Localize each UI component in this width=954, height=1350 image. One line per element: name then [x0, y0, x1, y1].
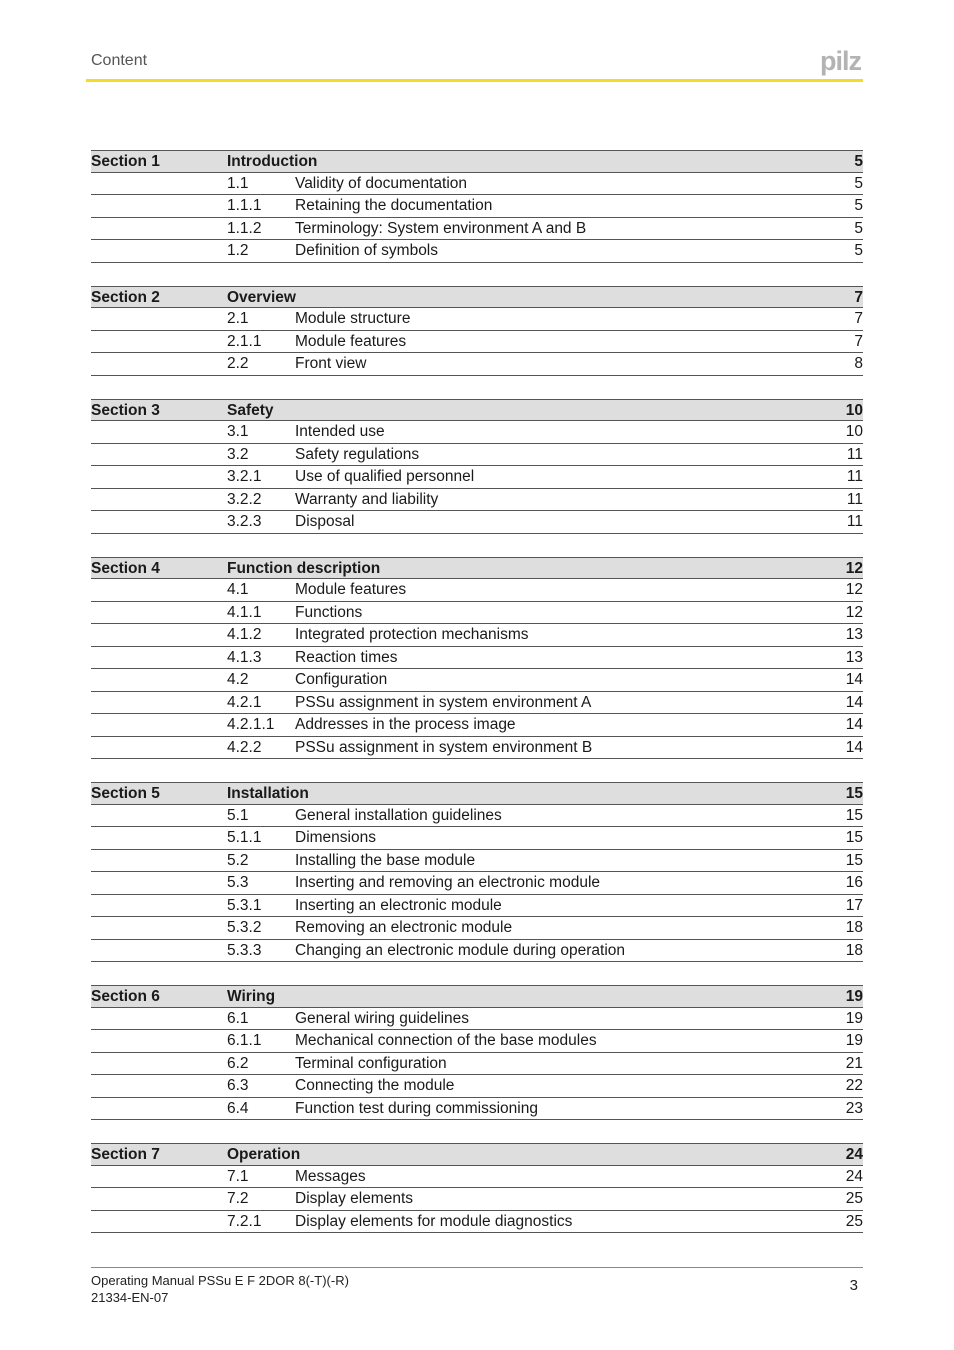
entry-number: 5.3.1: [227, 896, 262, 914]
header-accent-rule: [86, 79, 863, 82]
toc-entry-row[interactable]: [91, 1053, 863, 1076]
footer-doc-number: 21334-EN-07: [91, 1290, 169, 1305]
entry-page: 18: [845, 919, 863, 936]
entry-number: 1.1.1: [227, 197, 262, 214]
entry-page: 12: [845, 581, 863, 598]
section-page: 19: [845, 988, 863, 1005]
toc-entry-row[interactable]: [91, 489, 863, 512]
entry-title: Retaining the documentation: [295, 197, 493, 214]
entry-page: 19: [845, 1032, 863, 1049]
toc-section-row[interactable]: [91, 782, 863, 805]
page-header-label: Content: [91, 52, 148, 69]
entry-number: 7.2: [227, 1190, 249, 1207]
pilz-logo: pilz: [820, 46, 861, 76]
toc-entry-row[interactable]: [91, 1166, 863, 1189]
toc-section-row[interactable]: [91, 150, 863, 173]
toc-section: [91, 782, 863, 962]
section-page: 15: [845, 785, 863, 802]
toc-entry-row[interactable]: [91, 669, 863, 692]
entry-page: 7: [854, 310, 863, 327]
entry-number: 2.1.1: [227, 332, 262, 350]
entry-page: 23: [845, 1099, 863, 1117]
entry-title: Addresses in the process image: [295, 716, 516, 733]
section-label: Section 6: [91, 988, 160, 1005]
toc-entry-row[interactable]: [91, 308, 863, 331]
toc-entry-row[interactable]: [91, 1098, 863, 1121]
entry-number: 4.2.2: [227, 738, 262, 756]
entry-title: Inserting and removing an electronic module: [295, 874, 601, 891]
entry-title: Dimensions: [295, 829, 376, 846]
entry-title: Inserting an electronic module: [295, 896, 502, 914]
entry-title: Disposal: [295, 513, 355, 530]
entry-number: 6.4: [227, 1099, 249, 1117]
entry-page: 12: [845, 603, 863, 621]
toc-entry-row[interactable]: [91, 511, 863, 534]
entry-page: 11: [846, 445, 863, 463]
entry-page: 11: [846, 513, 863, 530]
entry-title: Module structure: [295, 310, 411, 327]
entry-title: Terminal configuration: [295, 1054, 447, 1072]
toc-entry-row[interactable]: [91, 173, 863, 196]
section-title: Function description: [227, 559, 381, 577]
entry-page: 14: [845, 671, 863, 688]
entry-page: 5: [854, 242, 863, 259]
entry-title: Functions: [295, 603, 363, 621]
entry-number: 7.1: [227, 1167, 249, 1185]
toc-entry-row[interactable]: [91, 872, 863, 895]
toc-entry-row[interactable]: [91, 692, 863, 715]
toc-entry-row[interactable]: [91, 805, 863, 828]
section-label: Section 1: [91, 153, 160, 170]
entry-number: 6.2: [227, 1054, 249, 1072]
entry-number: 3.2.2: [227, 490, 262, 508]
section-title: Introduction: [227, 153, 318, 170]
section-label: Section 5: [91, 785, 160, 802]
entry-page: 13: [845, 626, 863, 643]
toc-entry-row[interactable]: [91, 240, 863, 263]
entry-number: 1.1: [227, 174, 249, 192]
section-title: Safety: [227, 401, 274, 419]
toc-section: [91, 286, 863, 376]
entry-page: 13: [845, 648, 863, 666]
entry-number: 5.2: [227, 851, 249, 869]
entry-page: 14: [845, 738, 863, 756]
toc-entry-row[interactable]: [91, 895, 863, 918]
toc-section-row[interactable]: [91, 399, 863, 422]
entry-number: 6.1: [227, 1009, 249, 1027]
entry-number: 3.2.1: [227, 468, 262, 485]
section-page: 5: [854, 153, 863, 170]
toc-entry-row[interactable]: [91, 647, 863, 670]
entry-number: 5.3.2: [227, 919, 262, 936]
entry-page: 25: [845, 1212, 863, 1230]
entry-title: PSSu assignment in system environment B: [295, 738, 593, 756]
entry-title: General installation guidelines: [295, 806, 502, 824]
toc-entry-row[interactable]: [91, 579, 863, 602]
toc-section: [91, 150, 863, 263]
toc-entry-row[interactable]: [91, 624, 863, 647]
toc-entry-row[interactable]: [91, 1211, 863, 1234]
toc-entry-row[interactable]: [91, 940, 863, 963]
entry-page: 7: [854, 332, 863, 350]
toc-section: [91, 985, 863, 1120]
entry-title: Connecting the module: [295, 1077, 455, 1094]
entry-title: Warranty and liability: [295, 490, 439, 508]
entry-page: 15: [845, 829, 863, 846]
table-of-contents: [91, 150, 863, 1256]
entry-number: 3.2.3: [227, 513, 262, 530]
entry-page: 16: [845, 874, 863, 891]
entry-page: 15: [845, 851, 863, 869]
entry-title: Integrated protection mechanisms: [295, 626, 529, 643]
entry-number: 3.1: [227, 423, 249, 440]
section-label: Section 2: [91, 288, 160, 306]
entry-number: 4.1.1: [227, 603, 262, 621]
entry-page: 14: [845, 693, 863, 711]
entry-number: 5.3.3: [227, 941, 262, 959]
entry-title: Installing the base module: [295, 851, 476, 869]
toc-section-row[interactable]: [91, 985, 863, 1008]
section-label: Section 7: [91, 1146, 160, 1163]
toc-entry-row[interactable]: [91, 1008, 863, 1031]
toc-entry-row[interactable]: [91, 421, 863, 444]
entry-number: 3.2: [227, 445, 249, 463]
entry-title: Display elements for module diagnostics: [295, 1212, 573, 1230]
entry-page: 5: [854, 219, 863, 237]
toc-entry-row[interactable]: [91, 850, 863, 873]
section-label: Section 4: [91, 559, 160, 577]
section-title: Overview: [227, 288, 296, 306]
entry-title: Terminology: System environment A and B: [295, 219, 587, 237]
entry-number: 6.3: [227, 1077, 249, 1094]
toc-entry-row[interactable]: [91, 827, 863, 850]
entry-title: Definition of symbols: [295, 242, 439, 259]
entry-title: Module features: [295, 332, 407, 350]
section-page: 7: [854, 288, 863, 306]
entry-title: Reaction times: [295, 648, 398, 666]
section-title: Operation: [227, 1146, 301, 1163]
toc-entry-row[interactable]: [91, 602, 863, 625]
toc-entry-row[interactable]: [91, 218, 863, 241]
entry-page: 14: [845, 716, 863, 733]
footer-page-number: 3: [849, 1277, 858, 1294]
entry-page: 5: [854, 197, 863, 214]
footer-rule: [91, 1267, 863, 1268]
toc-entry-row[interactable]: [91, 917, 863, 940]
entry-number: 4.1: [227, 581, 249, 598]
entry-number: 4.1.2: [227, 626, 262, 643]
toc-entry-row[interactable]: [91, 466, 863, 489]
entry-title: Safety regulations: [295, 445, 420, 463]
entry-page: 8: [854, 355, 863, 372]
entry-page: 11: [846, 468, 863, 485]
entry-number: 5.1.1: [227, 829, 262, 846]
entry-page: 11: [846, 490, 863, 508]
toc-entry-row[interactable]: [91, 444, 863, 467]
entry-title: General wiring guidelines: [295, 1009, 470, 1027]
entry-title: Front view: [295, 355, 367, 372]
entry-title: Use of qualified personnel: [295, 468, 475, 485]
entry-title: Configuration: [295, 671, 388, 688]
toc-entry-row[interactable]: [91, 331, 863, 354]
entry-page: 24: [845, 1167, 863, 1185]
toc-entry-row[interactable]: [91, 195, 863, 218]
entry-page: 15: [845, 806, 863, 824]
entry-title: Intended use: [295, 423, 385, 440]
entry-title: PSSu assignment in system environment A: [295, 693, 592, 711]
entry-page: 22: [845, 1077, 863, 1094]
entry-number: 4.2: [227, 671, 249, 688]
section-page: 24: [845, 1146, 863, 1163]
toc-entry-row[interactable]: [91, 1030, 863, 1053]
entry-page: 17: [845, 896, 863, 914]
entry-number: 2.2: [227, 355, 249, 372]
entry-number: 6.1.1: [227, 1032, 262, 1049]
entry-title: Removing an electronic module: [295, 919, 513, 936]
entry-number: 1.2: [227, 242, 249, 259]
footer-manual-title: Operating Manual PSSu E F 2DOR 8(-T)(-R): [91, 1273, 349, 1288]
entry-page: 18: [845, 941, 863, 959]
entry-page: 5: [854, 174, 863, 192]
entry-title: Mechanical connection of the base modules: [295, 1032, 597, 1049]
entry-title: Changing an electronic module during operation: [295, 941, 626, 959]
entry-number: 4.2.1: [227, 693, 262, 711]
entry-title: Validity of documentation: [295, 174, 468, 192]
entry-title: Display elements: [295, 1190, 414, 1207]
entry-title: Function test during commissioning: [295, 1099, 538, 1117]
entry-title: Messages: [295, 1167, 366, 1185]
toc-section-row[interactable]: [91, 286, 863, 309]
entry-number: 4.2.1.1: [227, 716, 275, 733]
section-title: Wiring: [227, 988, 276, 1005]
toc-section-row[interactable]: [91, 557, 863, 580]
entry-number: 4.1.3: [227, 648, 262, 666]
entry-page: 21: [845, 1054, 863, 1072]
section-label: Section 3: [91, 401, 160, 419]
entry-title: Module features: [295, 581, 407, 598]
toc-entry-row[interactable]: [91, 353, 863, 376]
toc-entry-row[interactable]: [91, 737, 863, 760]
section-page: 12: [845, 559, 863, 577]
section-title: Installation: [227, 785, 309, 802]
toc-section: [91, 1143, 863, 1233]
entry-page: 19: [845, 1009, 863, 1027]
entry-number: 5.1: [227, 806, 249, 824]
toc-section: [91, 557, 863, 760]
toc-section-row[interactable]: [91, 1143, 863, 1166]
section-page: 10: [845, 401, 863, 419]
toc-entry-row[interactable]: [91, 1075, 863, 1098]
toc-entry-row[interactable]: [91, 714, 863, 737]
entry-number: 2.1: [227, 310, 249, 327]
entry-page: 25: [845, 1190, 863, 1207]
toc-entry-row[interactable]: [91, 1188, 863, 1211]
toc-section: [91, 399, 863, 534]
entry-number: 7.2.1: [227, 1212, 262, 1230]
entry-number: 5.3: [227, 874, 249, 891]
entry-page: 10: [845, 423, 863, 440]
entry-number: 1.1.2: [227, 219, 262, 237]
